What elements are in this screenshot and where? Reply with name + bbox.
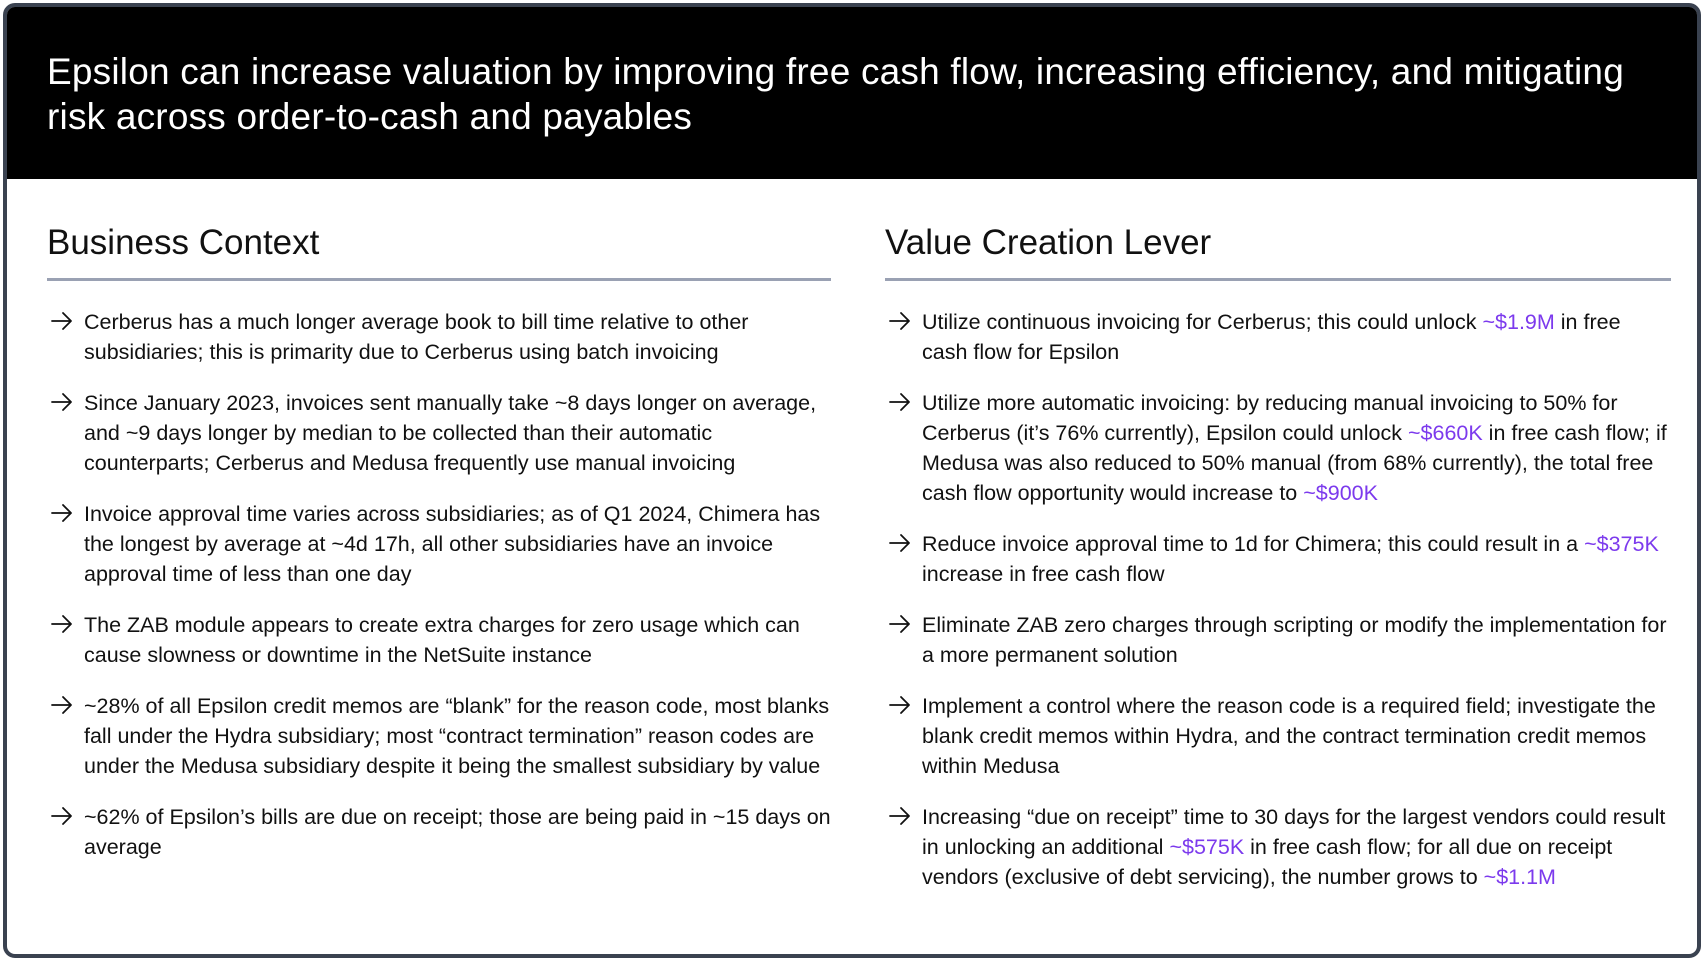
list-item bbox=[47, 802, 831, 862]
list-item-text: ~28% of all Epsilon credit memos are “blank” for the reason code, most blanks fall under the Hydra subsidiary; most “contract termination” reason codes are under the Medusa subsidiary despite it being the smallest subsidiary by value bbox=[84, 694, 830, 778]
business-context-list bbox=[47, 307, 831, 862]
list-item-text: Since January 2023, invoices sent manually take ~8 days longer on average, and ~9 days longer by median to be collected than their automatic counterparts; Cerberus and Medusa frequently use manual invoicing bbox=[84, 391, 817, 475]
highlight-value: ~$900K bbox=[1303, 481, 1378, 505]
list-item bbox=[47, 307, 831, 367]
value-creation-column bbox=[885, 221, 1671, 913]
list-item bbox=[885, 802, 1671, 892]
list-item bbox=[47, 499, 831, 589]
arrow-right-icon bbox=[887, 530, 913, 556]
list-item-text: Utilize more automatic invoicing: by reducing manual invoicing to 50% for Cerberus (it’s 76% currently), Epsilon could unlock bbox=[922, 391, 1618, 445]
list-item-text: Implement a control where the reason code is a required field; investigate the blank credit memos within Hydra, and the contract termination credit memos within Medusa bbox=[922, 694, 1656, 778]
list-item bbox=[885, 388, 1671, 508]
list-item bbox=[885, 307, 1671, 367]
list-item-text: ~62% of Epsilon’s bills are due on receipt; those are being paid in ~15 days on average bbox=[84, 805, 831, 859]
slide-header bbox=[7, 7, 1697, 179]
list-item bbox=[47, 691, 831, 781]
business-context-heading: Business Context bbox=[47, 221, 831, 281]
list-item bbox=[47, 610, 831, 670]
arrow-right-icon bbox=[887, 611, 913, 637]
list-item-text: The ZAB module appears to create extra charges for zero usage which can cause slowness or downtime in the NetSuite instance bbox=[84, 613, 800, 667]
list-item bbox=[885, 691, 1671, 781]
list-item-text: increase in free cash flow bbox=[922, 562, 1165, 586]
arrow-right-icon bbox=[49, 611, 75, 637]
slide-frame bbox=[3, 3, 1701, 958]
arrow-right-icon bbox=[49, 308, 75, 334]
arrow-right-icon bbox=[49, 500, 75, 526]
list-item-text: Utilize continuous invoicing for Cerberus; this could unlock bbox=[922, 310, 1483, 334]
value-creation-heading: Value Creation Lever bbox=[885, 221, 1671, 281]
list-item-text: in free cash flow; for all due on receipt vendors (exclusive of debt servicing), the number grows to bbox=[922, 835, 1613, 889]
arrow-right-icon bbox=[49, 803, 75, 829]
arrow-right-icon bbox=[887, 803, 913, 829]
arrow-right-icon bbox=[49, 389, 75, 415]
list-item-text: in free cash flow; if Medusa was also reduced to 50% manual (from 68% currently), the total free cash flow opportunity would increase to bbox=[922, 421, 1667, 505]
list-item bbox=[47, 388, 831, 478]
arrow-right-icon bbox=[887, 308, 913, 334]
list-item bbox=[885, 610, 1671, 670]
arrow-right-icon bbox=[49, 692, 75, 718]
highlight-value: ~$1.1M bbox=[1483, 865, 1556, 889]
highlight-value: ~$575K bbox=[1169, 835, 1245, 859]
arrow-right-icon bbox=[887, 692, 913, 718]
arrow-right-icon bbox=[887, 389, 913, 415]
list-item-text: Cerberus has a much longer average book to bill time relative to other subsidiaries; this is primarity due to Cerberus using batch invoicing bbox=[84, 310, 749, 364]
list-item-text: Invoice approval time varies across subsidiaries; as of Q1 2024, Chimera has the longest by average at ~4d 17h, all other subsidiaries have an invoice approval time of less than one day bbox=[84, 502, 821, 586]
list-item-text: Eliminate ZAB zero charges through scripting or modify the implementation for a more permanent solution bbox=[922, 613, 1667, 667]
business-context-column bbox=[47, 221, 831, 883]
list-item-text: in free cash flow for Epsilon bbox=[922, 310, 1621, 364]
list-item bbox=[885, 529, 1671, 589]
highlight-value: ~$1.9M bbox=[1482, 310, 1555, 334]
list-item-text: Increasing “due on receipt” time to 30 days for the largest vendors could result in unlocking an additional bbox=[922, 805, 1666, 859]
list-item-text: Reduce invoice approval time to 1d for Chimera; this could result in a bbox=[922, 532, 1585, 556]
slide-title: Epsilon can increase valuation by improving free cash flow, increasing efficiency, and mitigating risk across order-to-cash and payables bbox=[47, 51, 1624, 137]
highlight-value: ~$660K bbox=[1407, 421, 1483, 445]
value-creation-list bbox=[885, 307, 1671, 892]
highlight-value: ~$375K bbox=[1584, 532, 1659, 556]
